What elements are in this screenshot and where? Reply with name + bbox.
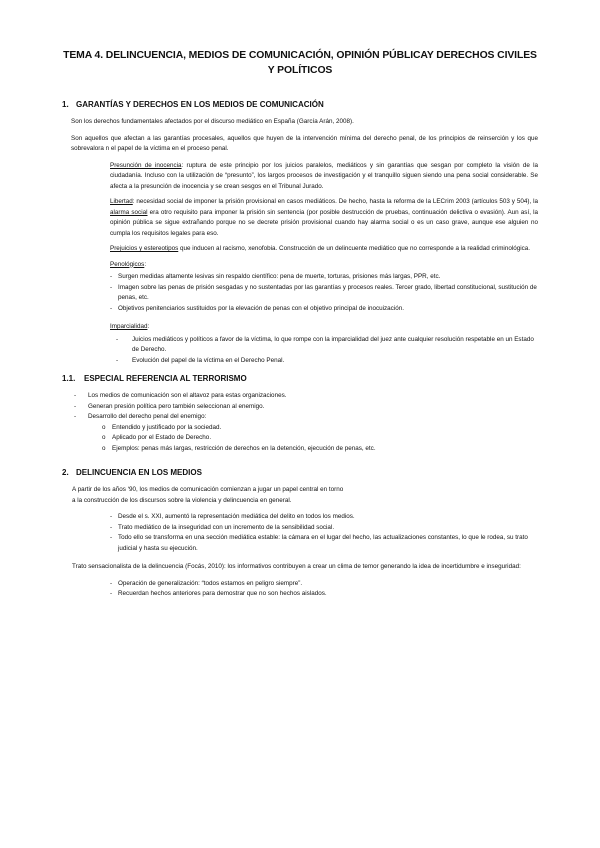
list-item: - Trato mediático de la inseguridad con un incremento de la sensibilidad social. [110, 523, 538, 534]
section-1-heading [62, 100, 538, 109]
prejuicios-paragraph [110, 244, 538, 255]
list-item: - Todo ello se transforma en una sección mediática estable: la cámara en el lugar del hecho, las actualizaciones constantes, lo que le rodea, su trato judicial y hasta su ejecución. [110, 533, 538, 554]
list-item: - Evolución del papel de la víctima en el Derecho Penal. [110, 356, 538, 367]
section-1-1-heading [62, 374, 538, 383]
penologicos-colon: : [144, 260, 147, 268]
section-1-number: 1. [62, 100, 69, 109]
section-1-paragraph-2: Son aquellos que afectan a las garantías procesales, aquellos que huyen de la intervención mínima del derecho penal, de los principios de reinserción y los que sobrevalora n el papel de la víctima en el proceso penal. [71, 134, 538, 152]
libertad-paragraph [110, 197, 538, 239]
section-1-title: GARANTÍAS Y DERECHOS EN LOS MEDIOS DE COMUNICACIÓN [76, 100, 324, 109]
alarma-social-label: alarma social [110, 208, 148, 216]
imparcialidad-colon: : [147, 323, 150, 330]
list-item: - Imagen sobre las penas de prisión sesgadas y no sustentadas por las garantías y procesos reales. Tercer grado, libertad constitucional, sustitución de penas, etc. [110, 283, 538, 304]
list-item: - Objetivos penitenciarios sustituidos por la elevación de penas con el objetivo principal de inocuización. [110, 304, 538, 315]
section-2-title: DELINCUENCIA EN LOS MEDIOS [76, 468, 202, 477]
list-item: - Operación de generalización: “todos estamos en peligro siempre”. [110, 579, 538, 590]
terrorismo-list [62, 391, 538, 454]
presuncion-label: Presunción de inocencia [110, 161, 182, 169]
section-1-1-title: ESPECIAL REFERENCIA AL TERRORISMO [84, 374, 247, 383]
imparcialidad-label: Imparcialidad [110, 323, 148, 330]
presuncion-paragraph [110, 161, 538, 193]
section-2-list-2 [110, 579, 538, 600]
list-item: - Juicios mediáticos y políticos a favor de la víctima, lo que rompe con la imparcialidad del juez ante cualquier resolución respetable en un Estado de Derecho. [110, 335, 538, 356]
list-item: - Recuerdan hechos anteriores para demostrar que no son hechos aislados. [110, 589, 538, 600]
penologicos-list [110, 272, 538, 314]
section-2-paragraph-1b: a la construcción de los discursos sobre la violencia y delincuencia en general. [72, 496, 292, 504]
presuncion-text: : ruptura de este principio por los juicios paralelos, mediáticos y sin garantías que sesgan por completo la visión de la ciudadanía. Incluso con la utilización de “presunto”, los largos procesos de investigación y el tranquillo siguen siendo una pena social considerable. Se afecta a la presunción de inocencia y se crean sesgos en el Tribunal Jurado. [110, 161, 538, 190]
section-2-number: 2. [62, 468, 69, 477]
list-item: - Generan presión política pero también seleccionan al enemigo. [62, 402, 538, 413]
document-title [62, 48, 538, 78]
section-2-paragraph-2: Trato sensacionalista de la delincuencia (Focás, 2010): los informativos contribuyen a crear un clima de temor generando la idea de incertidumbre e inseguridad: [72, 563, 521, 570]
sublist-item: o Entendido y justificado por la sociedad. [62, 423, 538, 434]
terrorismo-sublist [62, 423, 538, 455]
penologicos-label: Penológicos [110, 260, 145, 268]
title-line-2: Y POLÍTICOS [267, 65, 333, 76]
libertad-text-1: : necesidad social de imponer la prisión provisional en casos mediáticos. De hecho, hasta la reforma de la LECrim 2003 (artículos 503 y 504), la [132, 198, 538, 205]
libertad-label: Libertad [110, 198, 133, 205]
prejuicios-label: Prejuicios y estereotipos [110, 245, 179, 252]
libertad-text-2: era otro requisito para imponer la prisión sin sentencia (por posible destrucción de pruebas, continuación delictiva o evasión). Aun así, la opinión pública se sigue extrañando porque no se decrete prisión provisional cuando hay alarma social o es un caso grave, aunque ese alguien no cumpla los requisitos legales para eso. [110, 208, 538, 237]
section-2-heading [62, 468, 538, 477]
imparcialidad-heading [110, 322, 538, 333]
list-item-text: Desarrollo del derecho penal del enemigo: [88, 413, 207, 420]
list-item [62, 412, 538, 454]
sublist-item: o Aplicado por el Estado de Derecho. [62, 433, 538, 444]
list-item: - Surgen medidas altamente lesivas sin respaldo científico: pena de muerte, torturas, prisiones más largas, PPR, etc. [110, 272, 538, 283]
section-2-paragraph-1a: A partir de los años ‘90, los medios de comunicación comienzan a jugar un papel central en torno [72, 486, 344, 493]
penologicos-heading [110, 260, 538, 271]
sublist-item: o Ejemplos: penas más largas, restricción de derechos en la detención, ejecución de penas, etc. [62, 444, 538, 455]
prejuicios-text: que inducen al racismo, xenofobia. Construcción de un delincuente mediático que no corresponde a la realidad criminológica. [178, 245, 531, 252]
list-item: - Los medios de comunicación son el altavoz para estas organizaciones. [62, 391, 538, 402]
section-2-list [110, 512, 538, 554]
section-1-1-number: 1.1. [62, 374, 76, 383]
list-item: - Desde el s. XXI, aumentó la representación mediática del delito en todos los medios. [110, 512, 538, 523]
section-1-paragraph-1: Son los derechos fundamentales afectados por el discurso mediático en España (García Arán, 2008). [71, 118, 354, 125]
title-line-1: TEMA 4. DELINCUENCIA, MEDIOS DE COMUNICACIÓN, OPINIÓN PÚBLICAY DERECHOS CIVILES [63, 50, 537, 61]
imparcialidad-list [110, 335, 538, 367]
